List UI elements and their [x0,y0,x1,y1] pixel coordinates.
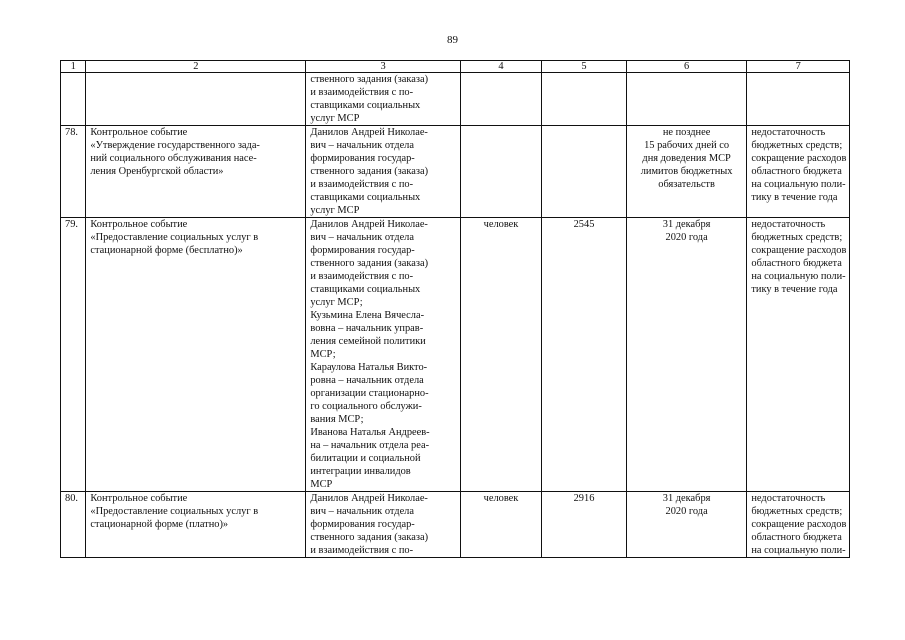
event-cell [86,218,306,492]
text-line: ления семейной политики [310,336,426,347]
text-line: лимитов бюджетных [640,166,733,177]
continuation-row [61,73,850,126]
text-line: Данилов Андрей Николае- [310,493,428,504]
text-line: формирования государ- [310,245,415,256]
text-line: ний социального обслуживания насе- [90,153,257,164]
column-header: 4 [460,61,541,73]
text-line: не позднее [662,127,711,138]
text-line: 2020 года [665,232,708,243]
text-line: вич – начальник отдела [310,506,414,517]
deadline-cell [626,126,747,218]
text-line: вич – начальник отдела [310,140,414,151]
responsible-cell [306,492,460,558]
text-line: областного бюджета [751,166,842,177]
text-line: Контрольное событие [90,219,188,230]
text-line: ственного задания (заказа) [310,166,429,177]
column-number-row [61,61,850,73]
text-line: Данилов Андрей Николае- [310,127,428,138]
text-line: недостаточность [751,127,826,138]
unit-cell: человек [460,492,541,558]
row-number: 79. [61,218,86,492]
text-line: ставщиками социальных [310,192,421,203]
text-line: билитации и социальной [310,453,421,464]
text-line: «Предоставление социальных услуг в [90,506,259,517]
column-header: 5 [542,61,627,73]
text-line: дня доведения МСР [642,153,731,164]
text-line: областного бюджета [751,258,842,269]
text-line: 31 декабря [662,493,711,504]
text-line: на социальную поли- [751,545,846,556]
value-cell [542,126,627,218]
column-header: 6 [626,61,747,73]
text-line: бюджетных средств; [751,140,843,151]
table-row [61,126,850,218]
text-line: формирования государ- [310,153,415,164]
row-number: 80. [61,492,86,558]
column-header: 2 [86,61,306,73]
text-line: ления Оренбургской области» [90,166,224,177]
risks-cell [747,218,850,492]
text-line: стационарной форме (платно)» [90,519,229,530]
unit-cell [460,126,541,218]
text-line: на социальную поли- [751,271,846,282]
text-line: Караулова Наталья Викто- [310,362,428,373]
text-line: и взаимодействия с по- [310,179,414,190]
text-line: «Утверждение государственного зада- [90,140,260,151]
column-header: 3 [306,61,460,73]
text-line: Иванова Наталья Андреев- [310,427,430,438]
column-header: 1 [61,61,86,73]
text-line: услуг МСР [310,205,360,216]
responsible-cell [306,126,460,218]
text-line: организации стационарно- [310,388,429,399]
deadline-cell [626,492,747,558]
text-line: на – начальник отдела реа- [310,440,430,451]
text-line: интеграции инвалидов [310,466,411,477]
text-line: тику в течение года [751,284,838,295]
text-line: тику в течение года [751,192,838,203]
text-line: обязательств [658,179,715,190]
text-line: вания МСР; [310,414,364,425]
value-cell: 2916 [542,492,627,558]
text-line: услуг МСР [310,113,360,124]
event-cell [86,492,306,558]
text-line: ровна – начальник отдела [310,375,424,386]
text-line: и взаимодействия с по- [310,87,414,98]
event-cell [86,126,306,218]
text-line: формирования государ- [310,519,415,530]
text-line: Контрольное событие [90,493,188,504]
responsible-cell [306,218,460,492]
text-line: Контрольное событие [90,127,188,138]
text-line: услуг МСР; [310,297,363,308]
text-line: на социальную поли- [751,179,846,190]
row-number: 78. [61,126,86,218]
column-header: 7 [747,61,850,73]
text-line: ставщиками социальных [310,100,421,111]
responsible-cell [306,73,460,126]
text-line: областного бюджета [751,532,842,543]
unit-cell: человек [460,218,541,492]
text-line: вич – начальник отдела [310,232,414,243]
text-line: сокращение расходов [751,153,847,164]
text-line: го социального обслужи- [310,401,422,412]
page-number: 89 [447,34,458,46]
text-line: сокращение расходов [751,245,847,256]
text-line: ставщиками социальных [310,284,421,295]
text-line: и взаимодействия с по- [310,545,414,556]
text-line: бюджетных средств; [751,506,843,517]
text-line: бюджетных средств; [751,232,843,243]
text-line: вовна – начальник управ- [310,323,424,334]
plan-table [60,60,850,558]
deadline-cell [626,218,747,492]
text-line: 2020 года [665,506,708,517]
text-line: ственного задания (заказа) [310,74,429,85]
table-row [61,218,850,492]
text-line: сокращение расходов [751,519,847,530]
text-line: недостаточность [751,219,826,230]
risks-cell [747,492,850,558]
table-row [61,492,850,558]
text-line: и взаимодействия с по- [310,271,414,282]
text-line: МСР [310,479,333,490]
text-line: МСР; [310,349,336,360]
text-line: 31 декабря [662,219,711,230]
text-line: стационарной форме (бесплатно)» [90,245,243,256]
text-line: 15 рабочих дней со [644,140,730,151]
text-line: ственного задания (заказа) [310,532,429,543]
text-line: недостаточность [751,493,826,504]
text-line: Кузьмина Елена Вячесла- [310,310,425,321]
text-line: ственного задания (заказа) [310,258,429,269]
text-line: «Предоставление социальных услуг в [90,232,259,243]
text-line: Данилов Андрей Николае- [310,219,428,230]
risks-cell [747,126,850,218]
value-cell: 2545 [542,218,627,492]
